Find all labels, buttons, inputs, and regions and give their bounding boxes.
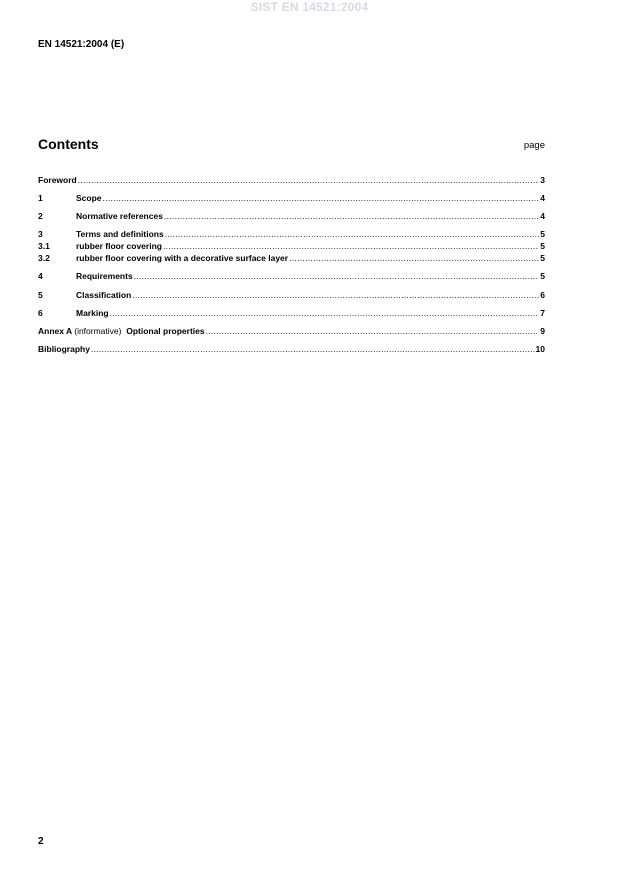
watermark: SIST EN 14521:2004	[250, 0, 369, 14]
toc-entry-title: Bibliography	[38, 344, 90, 354]
annex-informative-note: (informative)	[74, 326, 122, 336]
toc-entry-page: 6	[540, 290, 545, 300]
toc-entry-title: Normative references	[76, 211, 163, 221]
contents-heading: Contents	[38, 136, 99, 152]
toc-entry-number: 2	[38, 211, 43, 221]
toc-entry-number: 3.1	[38, 241, 50, 251]
toc-leader-dots	[134, 271, 540, 282]
toc-leader-dots	[206, 326, 540, 337]
toc-entry-number: 5	[38, 290, 43, 300]
page-column-label: page	[523, 140, 545, 151]
toc-entry-scope[interactable]	[38, 192, 545, 204]
toc-entry-page: 3	[540, 175, 545, 185]
toc-entry-page: 10	[535, 344, 545, 354]
toc-entry-page: 5	[540, 229, 545, 239]
toc-leader-dots	[164, 211, 539, 222]
toc-entry-title	[38, 326, 205, 337]
toc-leader-dots	[103, 193, 540, 204]
toc-entry-title: Scope	[76, 193, 102, 203]
toc-entry-page: 5	[540, 241, 545, 251]
toc-entry-page: 4	[540, 211, 545, 221]
toc-leader-dots	[289, 253, 539, 264]
toc-entry-title: Terms and definitions	[76, 229, 164, 239]
toc-entry-title: Foreword	[38, 175, 77, 185]
toc-entry-number: 3	[38, 229, 43, 239]
toc-leader-dots	[132, 290, 539, 301]
toc-entry-3-2[interactable]	[38, 252, 545, 264]
toc-entry-title: Classification	[76, 290, 132, 300]
footer-page-number: 2	[38, 836, 44, 847]
toc-entry-title: Marking	[76, 308, 109, 318]
toc-entry-page: 7	[540, 308, 545, 318]
toc-entry-title: Requirements	[76, 271, 133, 281]
toc-entry-3-1[interactable]	[38, 240, 545, 252]
toc-entry-annex-a[interactable]	[38, 325, 545, 337]
toc-entry-title: rubber floor covering	[76, 241, 162, 251]
toc-entry-bibliography[interactable]	[38, 343, 545, 355]
toc-entry-normative-references[interactable]	[38, 210, 545, 222]
toc-entry-page: 5	[540, 253, 545, 263]
toc-entry-requirements[interactable]	[38, 270, 545, 282]
toc-leader-dots	[163, 241, 539, 252]
annex-label: Annex A	[38, 326, 72, 336]
toc-entry-terms-and-definitions[interactable]	[38, 228, 545, 240]
toc-entry-number: 3.2	[38, 253, 50, 263]
toc-entry-number: 6	[38, 308, 43, 318]
toc-entry-page: 5	[540, 271, 545, 281]
toc-entry-number: 1	[38, 193, 43, 203]
toc-entry-page: 9	[540, 326, 545, 336]
toc-leader-dots	[110, 308, 540, 319]
toc-entry-number: 4	[38, 271, 43, 281]
annex-title: Optional properties	[126, 326, 205, 336]
toc-entry-page: 4	[540, 193, 545, 203]
toc-entry-title: rubber floor covering with a decorative surface layer	[76, 253, 289, 263]
toc-entry-foreword[interactable]	[38, 174, 545, 186]
toc-entry-classification[interactable]	[38, 289, 545, 301]
toc-leader-dots	[78, 175, 540, 186]
toc-entry-marking[interactable]	[38, 307, 545, 319]
toc-leader-dots	[91, 344, 535, 355]
document-id-header: EN 14521:2004 (E)	[38, 39, 125, 50]
toc-leader-dots	[165, 229, 540, 240]
